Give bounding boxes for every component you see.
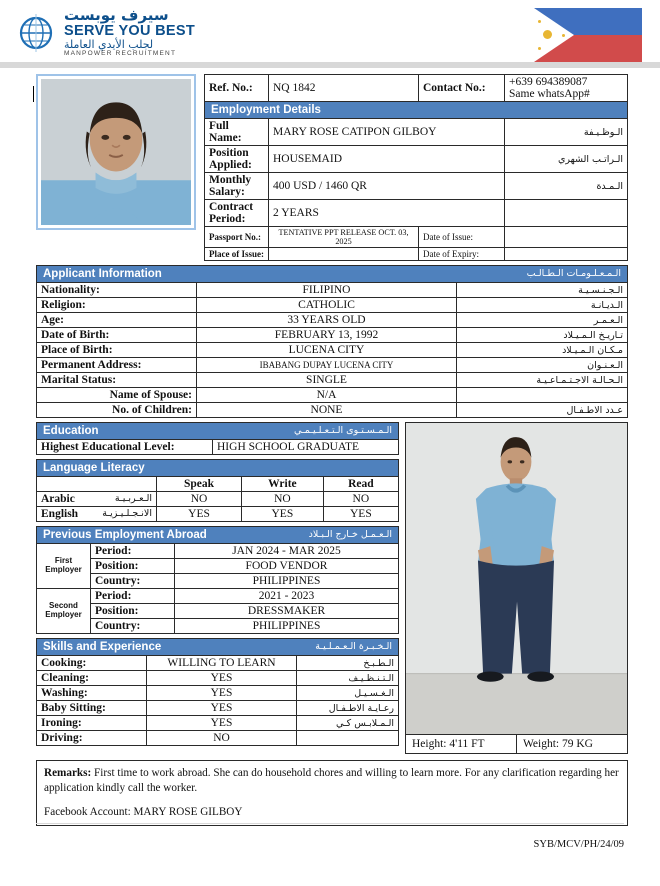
marital-status-label: Marital Status: [37,373,197,388]
contact-phone: +639 694389087 [509,76,588,88]
applicant-band-arabic: الـمـعـلـومـات الـطـالـب [526,268,621,279]
driving-label: Driving: [37,731,147,746]
table-row [205,173,628,200]
table-row [37,440,399,455]
monthly-salary-label: Monthly Salary: [205,173,269,200]
table-row [205,248,628,261]
table-row [37,423,399,440]
education-band-label: Education [43,425,99,437]
facebook-value: MARY ROSE GILBOY [133,806,243,819]
second-position-label: Position: [91,604,175,619]
driving-arabic [297,731,399,746]
date-of-expiry-label: Date of Expiry: [419,248,505,261]
skills-band [37,639,399,656]
applicant-band-label: Applicant Information [43,268,162,280]
table-row [37,731,399,746]
baby-sitting-arabic: رعـايـة الاطـفـال [297,701,399,716]
top-section [36,74,628,261]
education-band-arabic: الـمـسـتـوى الـتـعـلـيـمـي [294,425,392,436]
language-col-blank [37,477,157,492]
date-of-expiry-value [505,248,628,261]
second-period-value: 2021 - 2023 [175,589,399,604]
nationality-label: Nationality: [37,283,197,298]
table-row [37,266,628,283]
position-applied-arabic: الـراتـب الشهري [505,146,628,173]
first-country-value: PHILIPPINES [175,574,399,589]
first-position-label: Position: [91,559,175,574]
marital-status-arabic: الـحـالـة الاجـتـمـاعـيـة [457,373,628,388]
cooking-label: Cooking: [37,656,147,671]
second-country-value: PHILIPPINES [175,619,399,634]
language-col-write: Write [242,477,324,492]
ironing-value: YES [147,716,297,731]
first-period-label: Period: [91,544,175,559]
table-row [37,492,399,507]
table-row [37,298,628,313]
contact-no-label: Contact No.: [419,75,505,102]
height-cell [406,734,516,753]
position-applied-value: HOUSEMAID [269,146,505,173]
education-band [37,423,399,440]
applicant-information-band [37,266,628,283]
table-row [37,477,399,492]
english-write: YES [242,507,324,522]
remarks-text: First time to work abroad. She can do household chores and willing to learn more. For any clarification regarding her application kindly call the worker. [44,767,619,795]
first-period-value: JAN 2024 - MAR 2025 [175,544,399,559]
cleaning-value: YES [147,671,297,686]
table-row [37,589,399,604]
employment-details-table [204,74,628,261]
washing-label: Washing: [37,686,147,701]
spouse-name-arabic [457,388,628,403]
skills-table [36,638,399,746]
logo-arabic-title: سيرف يوبست [64,6,169,24]
english-speak: YES [157,507,242,522]
table-row [37,507,399,522]
height-label: Height: [412,738,447,750]
cleaning-arabic: الـتـنـظـيـف [297,671,399,686]
english-read: YES [323,507,398,522]
place-of-birth-arabic: مـكـان الـمـيـلاد [457,343,628,358]
religion-value: CATHOLIC [197,298,457,313]
age-value: 33 YEARS OLD [197,313,457,328]
previous-employment-band-label: Previous Employment Abroad [43,529,207,541]
table-row [37,671,399,686]
permanent-address-label: Permanent Address: [37,358,197,373]
table-row [37,604,399,619]
table-row [37,716,399,731]
washing-arabic: الـغـسـيـل [297,686,399,701]
table-row [37,460,399,477]
place-of-birth-value: LUCENA CITY [197,343,457,358]
language-band: Language Literacy [37,460,399,477]
arabic-read: NO [323,492,398,507]
nationality-value: FILIPINO [197,283,457,298]
company-logo [14,8,195,57]
washing-value: YES [147,686,297,701]
language-col-read: Read [323,477,398,492]
table-row [37,328,628,343]
table-row [37,544,399,559]
age-label: Age: [37,313,197,328]
table-row [205,119,628,146]
language-col-speak: Speak [157,477,242,492]
table-row [205,102,628,119]
contract-period-label: Contract Period: [205,200,269,227]
date-of-birth-arabic: تـاريـخ الـمـيـلاد [457,328,628,343]
passport-no-label: Passport No.: [205,227,269,248]
spouse-name-value: N/A [197,388,457,403]
previous-employment-band-arabic: الـعـمـل خـارج الـبـلاد [308,529,392,540]
applicant-headshot-frame [36,74,196,230]
table-row [37,619,399,634]
language-english-label: English [41,508,79,520]
ironing-arabic: الـمـلابـس كـي [297,716,399,731]
table-row [37,403,628,418]
second-period-label: Period: [91,589,175,604]
table-row [37,527,399,544]
spouse-name-label: Name of Spouse: [37,388,197,403]
place-of-birth-label: Place of Birth: [37,343,197,358]
ref-no-label: Ref. No.: [205,75,269,102]
table-row [37,559,399,574]
table-row [37,388,628,403]
place-of-issue-value [269,248,419,261]
marital-status-value: SINGLE [197,373,457,388]
full-name-value: MARY ROSE CATIPON GILBOY [269,119,505,146]
table-row [37,701,399,716]
table-row [37,343,628,358]
education-table [36,422,399,455]
table-row [205,200,628,227]
baby-sitting-value: YES [147,701,297,716]
applicant-information-table [36,265,628,418]
table-row [37,656,399,671]
cooking-arabic: الـطـبـخ [297,656,399,671]
facebook-label: Facebook Account: [44,806,131,819]
weight-value: 79 KG [562,738,593,750]
ironing-label: Ironing: [37,716,147,731]
date-of-birth-value: FEBRUARY 13, 1992 [197,328,457,343]
driving-value: NO [147,731,297,746]
footer-divider [36,823,624,824]
first-country-label: Country: [91,574,175,589]
position-applied-label: Position Applied: [205,146,269,173]
philippines-flag-icon [534,8,642,62]
second-position-value: DRESSMAKER [175,604,399,619]
nationality-arabic: الـجـنـسـيـة [457,283,628,298]
table-row [37,283,628,298]
cooking-value: WILLING TO LEARN [147,656,297,671]
page-header [0,0,660,68]
place-of-issue-label: Place of Issue: [205,248,269,261]
date-of-issue-value [505,227,628,248]
religion-arabic: الـديـانـة [457,298,628,313]
employment-details-band: Employment Details [205,102,628,119]
contact-whatsapp: Same whatsApp# [509,88,590,100]
skills-band-arabic: الـخـبـرة الـعـمـلـيـة [315,641,392,652]
contact-no-value [505,75,628,102]
height-value: 4'11 FT [449,738,485,750]
date-of-issue-label: Date of Issue: [419,227,505,248]
first-employer-tag: First Employer [37,544,91,589]
language-arabic-arabic: الـعـربـيـة [114,493,152,504]
weight-label: Weight: [523,738,560,750]
measurements-row [406,734,627,753]
language-arabic-label: Arabic [41,493,75,505]
children-count-value: NONE [197,403,457,418]
second-country-label: Country: [91,619,175,634]
children-count-label: No. of Children: [37,403,197,418]
date-of-birth-label: Date of Birth: [37,328,197,343]
previous-employment-table [36,526,399,634]
applicant-headshot [41,79,191,225]
table-row [205,146,628,173]
children-count-arabic: عـدد الاطـفـال [457,403,628,418]
logo-tagline: MANPOWER RECRUITMENT [64,49,177,57]
ref-no-value: NQ 1842 [269,75,419,102]
highest-education-value: HIGH SCHOOL GRADUATE [213,440,399,455]
table-row [37,358,628,373]
contract-period-arabic [505,200,628,227]
table-row [205,227,628,248]
table-row [37,686,399,701]
remarks-label: Remarks: [44,767,92,779]
cleaning-label: Cleaning: [37,671,147,686]
second-employer-tag: Second Employer [37,589,91,634]
monthly-salary-arabic: الـمـدة [505,173,628,200]
weight-cell [516,734,627,753]
first-position-value: FOOD VENDOR [175,559,399,574]
passport-no-value: TENTATIVE PPT RELEASE OCT. 03, 2025 [269,227,419,248]
facebook-row [44,805,620,820]
full-name-arabic: الـوظـيـفة [505,119,628,146]
permanent-address-arabic: الـعـنـوان [457,358,628,373]
arabic-write: NO [242,492,324,507]
language-arabic-row [37,492,157,507]
previous-employment-band [37,527,399,544]
table-row [205,75,628,102]
baby-sitting-label: Baby Sitting: [37,701,147,716]
monthly-salary-value: 400 USD / 1460 QR [269,173,505,200]
table-row [37,313,628,328]
arabic-speak: NO [157,492,242,507]
highest-education-label: Highest Educational Level: [37,440,213,455]
table-row [37,639,399,656]
skills-band-label: Skills and Experience [43,641,162,653]
religion-label: Religion: [37,298,197,313]
globe-icon [14,11,58,55]
full-name-label: Full Name: [205,119,269,146]
language-english-arabic: الانـجـلـيـزيـة [102,508,152,519]
remarks-box [36,760,628,826]
contract-period-value: 2 YEARS [269,200,505,227]
language-literacy-table [36,459,399,522]
language-english-row [37,507,157,522]
footer-reference-code: SYB/MCV/PH/24/09 [533,839,624,850]
logo-english-title: SERVE YOU BEST [64,22,195,39]
table-row [37,574,399,589]
logo-arabic-subtitle: لجلب الأيدي العاملة [64,37,154,51]
age-arabic: الـعـمـر [457,313,628,328]
fullbody-photo-panel [405,422,628,754]
table-row [37,373,628,388]
applicant-fullbody-photo [406,423,627,734]
permanent-address-value: IBABANG DUPAY LUCENA CITY [197,358,457,373]
